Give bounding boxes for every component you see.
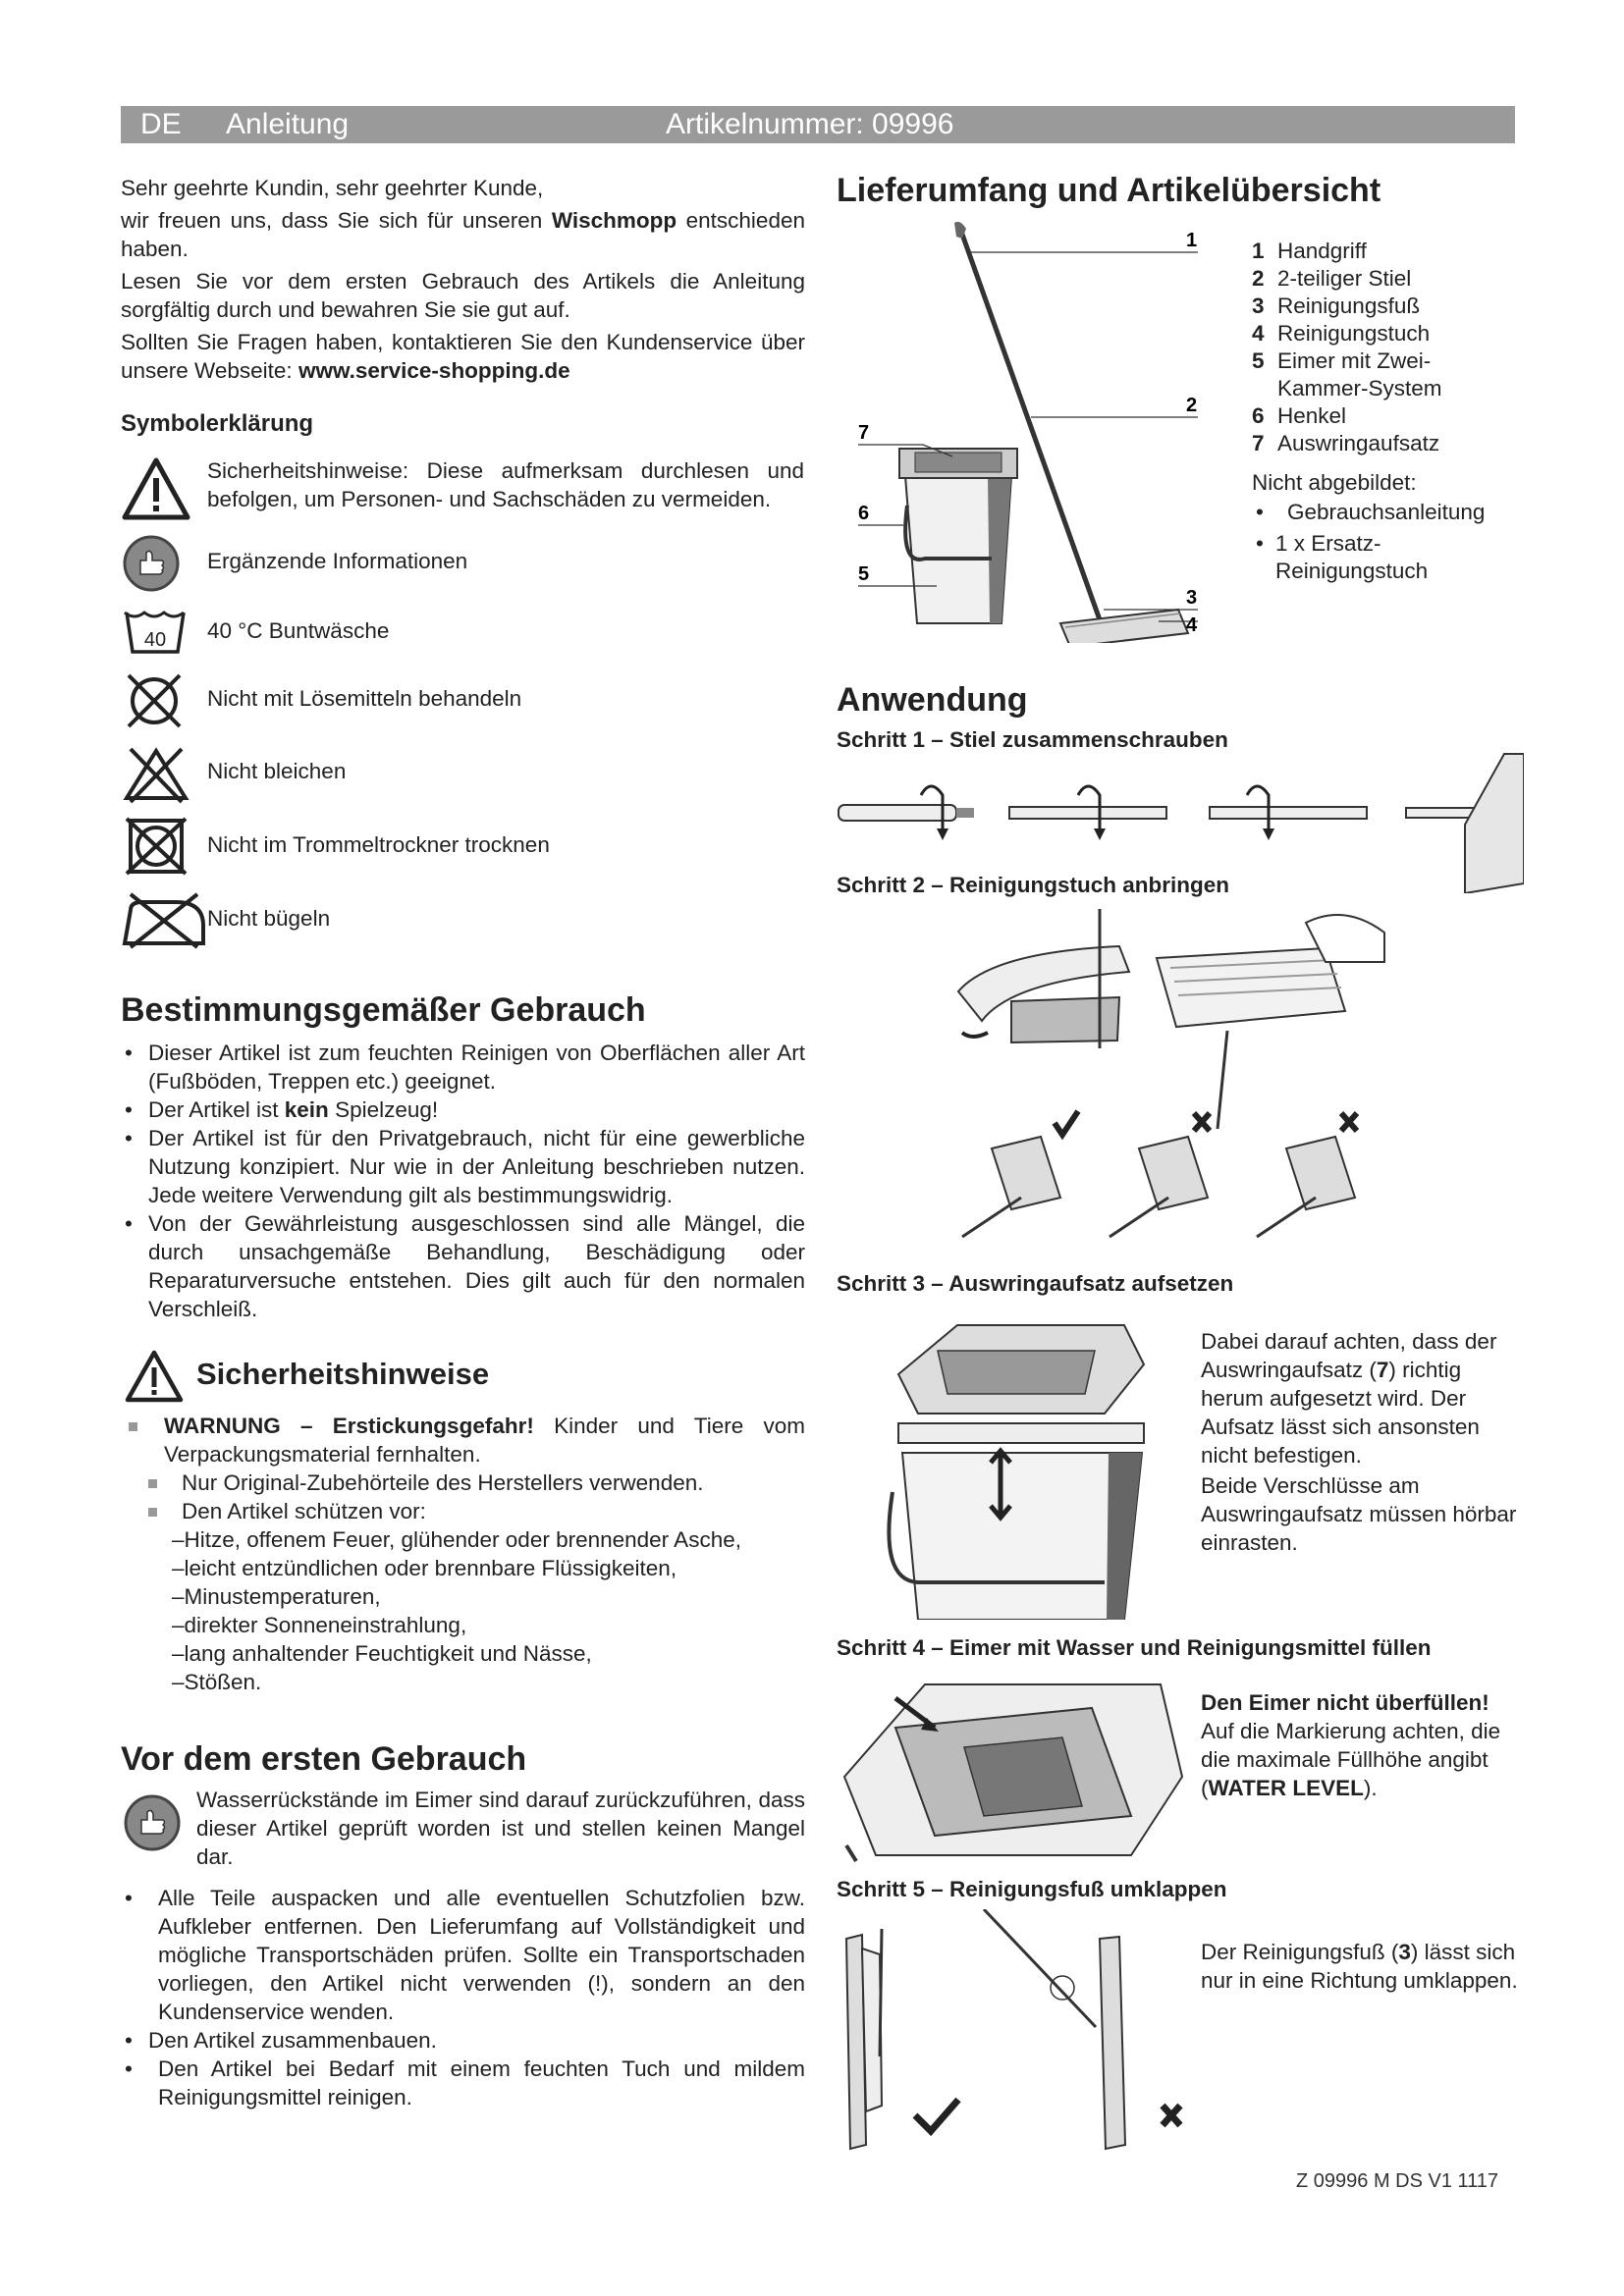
symbol-label: Nicht im Trommeltrockner trocknen [207,832,550,857]
protect-item: –Minustemperaturen, [172,1584,381,1609]
symbol-label: Nicht bügeln [207,906,331,931]
step-2-heading: Schritt 2 – Reinigungstuch anbringen [837,873,1230,897]
no-solvent-icon [121,670,188,731]
part-item: 6 Henkel [1252,403,1347,428]
step-1-heading: Schritt 1 – Stiel zusammenschrauben [837,727,1228,752]
part-item: 7 Auswringaufsatz [1252,431,1440,455]
warning-triangle-icon [121,456,191,521]
part-item: 2 2-teiliger Stiel [1252,266,1412,291]
no-tumble-dry-icon [121,815,191,876]
protect-item: –Stößen. [172,1670,262,1694]
intro [121,174,805,385]
info-hand-icon [121,533,182,594]
protect-item: –Hitze, offenem Feuer, glühender oder brennender Asche, [172,1527,741,1552]
list-item: • Alle Teile auspacken und alle eventuellen Schutzfolien bzw. Aufkleber entfernen. Den Lieferumfang auf Vollständigkeit und mögliche Transportschäden prüfen. Sollte ein Transportschaden vorliegen, den Artikel nicht verwenden (!), sondern an den Kundenservice wenden. [121,1884,805,2026]
callout-1: 1 [1186,230,1198,251]
part-item: 5 Eimer mit Zwei-Kammer-System [1252,348,1442,400]
not-shown-item: • 1 x Ersatz-Reinigungstuch [1252,530,1472,585]
safety-heading: Sicherheitshinweise [196,1357,490,1391]
list-item: Den Artikel schützen vor: [140,1497,805,1525]
step-3-heading: Schritt 3 – Auswringaufsatz aufsetzen [837,1271,1234,1296]
step-5-text: Der Reinigungsfuß (3) lässt sich nur in eine Richtung umklappen. [1201,1940,1518,1993]
list-item: • Den Artikel zusammenbauen. [121,2026,805,2055]
step-4-heading: Schritt 4 – Eimer mit Wasser und Reinigungsmittel füllen [837,1635,1432,1660]
step-5-illustration [837,1909,1210,2164]
list-item: Nur Original-Zubehörteile des Herstellers verwenden. [140,1468,805,1497]
not-shown-label: Nicht abgebildet: [1252,470,1417,495]
intro-paragraph-2: Lesen Sie vor dem ersten Gebrauch des Artikels die Anleitung sorgfältig durch und bewahren Sie sie gut auf. [121,269,805,322]
symbol-row [121,888,808,949]
protect-list [121,1525,805,1696]
not-shown-item: • Gebrauchsanleitung [1252,499,1527,526]
part-item: 3 Reinigungsfuß [1252,294,1421,318]
parts-list [1252,238,1527,585]
intended-use-heading: Bestimmungsgemäßer Gebrauch [121,991,646,1029]
intended-use-list [121,1039,805,1323]
part-item: 4 Reinigungstuch [1252,321,1431,346]
scope-heading: Lieferumfang und Artikelübersicht [837,172,1381,209]
protect-item: –lang anhaltender Feuchtigkeit und Nässe, [172,1641,592,1666]
first-use-note: Wasserrückstände im Eimer sind darauf zurückzuführen, dass dieser Artikel geprüft worden ist und stellen keinen Mangel dar. [196,1788,805,1869]
article-number: Artikelnummer: 09996 [666,108,954,140]
callout-2: 2 [1186,395,1198,416]
header-bar [121,106,1515,143]
wash-temperature: 40 [143,629,167,651]
step-4-illustration [837,1669,1190,1865]
step-3-paragraph-1: Dabei darauf achten, dass der Auswringaufsatz (7) richtig herum aufgesetzt wird. Der Aufsatz lässt sich ansonsten nicht befestigen. [1201,1329,1497,1468]
callout-6: 6 [858,503,870,524]
wash-40-icon [121,607,191,656]
usage-heading: Anwendung [837,681,1028,719]
language-code: DE [140,108,182,140]
symbol-row [121,815,808,876]
symbol-label: Sicherheitshinweise: Diese aufmerksam durchlesen und befolgen, um Personen- und Sachschäden zu vermeiden. [207,458,804,511]
list-item: • Der Artikel ist für den Privatgebrauch, nicht für eine gewerbliche Nutzung konzipiert. Nur wie in der Anleitung beschrieben nutzen. Jede weitere Verwendung gilt als bestimmungswidrig. [121,1124,805,1209]
symbol-label: Nicht bleichen [207,759,347,783]
warning-triangle-icon [124,1349,185,1404]
header-title: Anleitung [226,108,350,140]
first-use-list [121,1884,805,2111]
protect-item: –direkter Sonneneinstrahlung, [172,1613,467,1637]
symbol-row [121,670,808,729]
info-hand-icon [122,1792,183,1853]
callout-5: 5 [858,563,870,585]
no-iron-icon [121,888,207,949]
symbol-label: Ergänzende Informationen [207,549,468,573]
footer-code: Z 09996 M DS V1 1117 [1296,2170,1499,2192]
safety-list [121,1412,805,1696]
step-4-text [1201,1688,1525,1802]
part-item: 1 Handgriff [1252,239,1367,263]
step-4-paragraph: Auf die Markierung achten, die die maximale Füllhöhe angibt (WATER LEVEL). [1201,1719,1501,1800]
symbol-row [121,743,808,802]
list-item: • Den Artikel bei Bedarf mit einem feuchten Tuch und mildem Reinigungsmittel reinigen. [121,2055,805,2111]
callout-7: 7 [858,422,870,444]
step-3-text [1201,1327,1525,1557]
first-use-heading: Vor dem ersten Gebrauch [121,1740,527,1778]
symbol-label: Nicht mit Lösemitteln behandeln [207,686,522,711]
symbol-row [121,456,808,521]
symbol-row [121,533,808,592]
step-4-warning: Den Eimer nicht überfüllen! [1201,1690,1489,1715]
list-item: • Dieser Artikel ist zum feuchten Reinigen von Oberflächen aller Art (Fußböden, Treppen etc.) geeignet. [121,1039,805,1095]
list-item: • Von der Gewährleistung ausgeschlossen sind alle Mängel, die durch unsachgemäße Behandlung, Beschädigung oder Reparaturversuche entstehen. Dies gilt auch für den normalen Verschleiß. [121,1209,805,1323]
symbol-label: 40 °C Buntwäsche [207,618,390,643]
callout-4: 4 [1186,614,1198,636]
no-bleach-icon [121,743,191,804]
symbol-row [121,607,808,656]
greeting: Sehr geehrte Kundin, sehr geehrter Kunde, [121,176,544,200]
step-3-paragraph-2: Beide Verschlüsse am Auswringaufsatz müssen hörbar einrasten. [1201,1473,1517,1555]
step-3-illustration [879,1306,1164,1620]
protect-item: –leicht entzündlichen oder brennbare Flüssigkeiten, [172,1556,677,1580]
symbols-heading: Symbolerklärung [121,410,314,437]
step-5-heading: Schritt 5 – Reinigungsfuß umklappen [837,1877,1227,1901]
step-1-illustration [837,746,1524,893]
step-2-illustration [952,903,1414,1247]
callout-3: 3 [1186,587,1198,609]
intro-paragraph-1: wir freuen uns, dass Sie sich für unseren Wischmopp entschieden haben. [121,208,805,261]
list-item: • Der Artikel ist kein Spielzeug! [121,1095,805,1124]
product-overview-illustration [844,221,1208,643]
intro-paragraph-3: Sollten Sie Fragen haben, kontaktieren Sie den Kundenservice über unsere Webseite: www.service-shopping.de [121,330,805,383]
safety-warning: WARNUNG – Erstickungsgefahr! Kinder und Tiere vom Verpackungsmaterial fernhalten. [121,1412,805,1468]
